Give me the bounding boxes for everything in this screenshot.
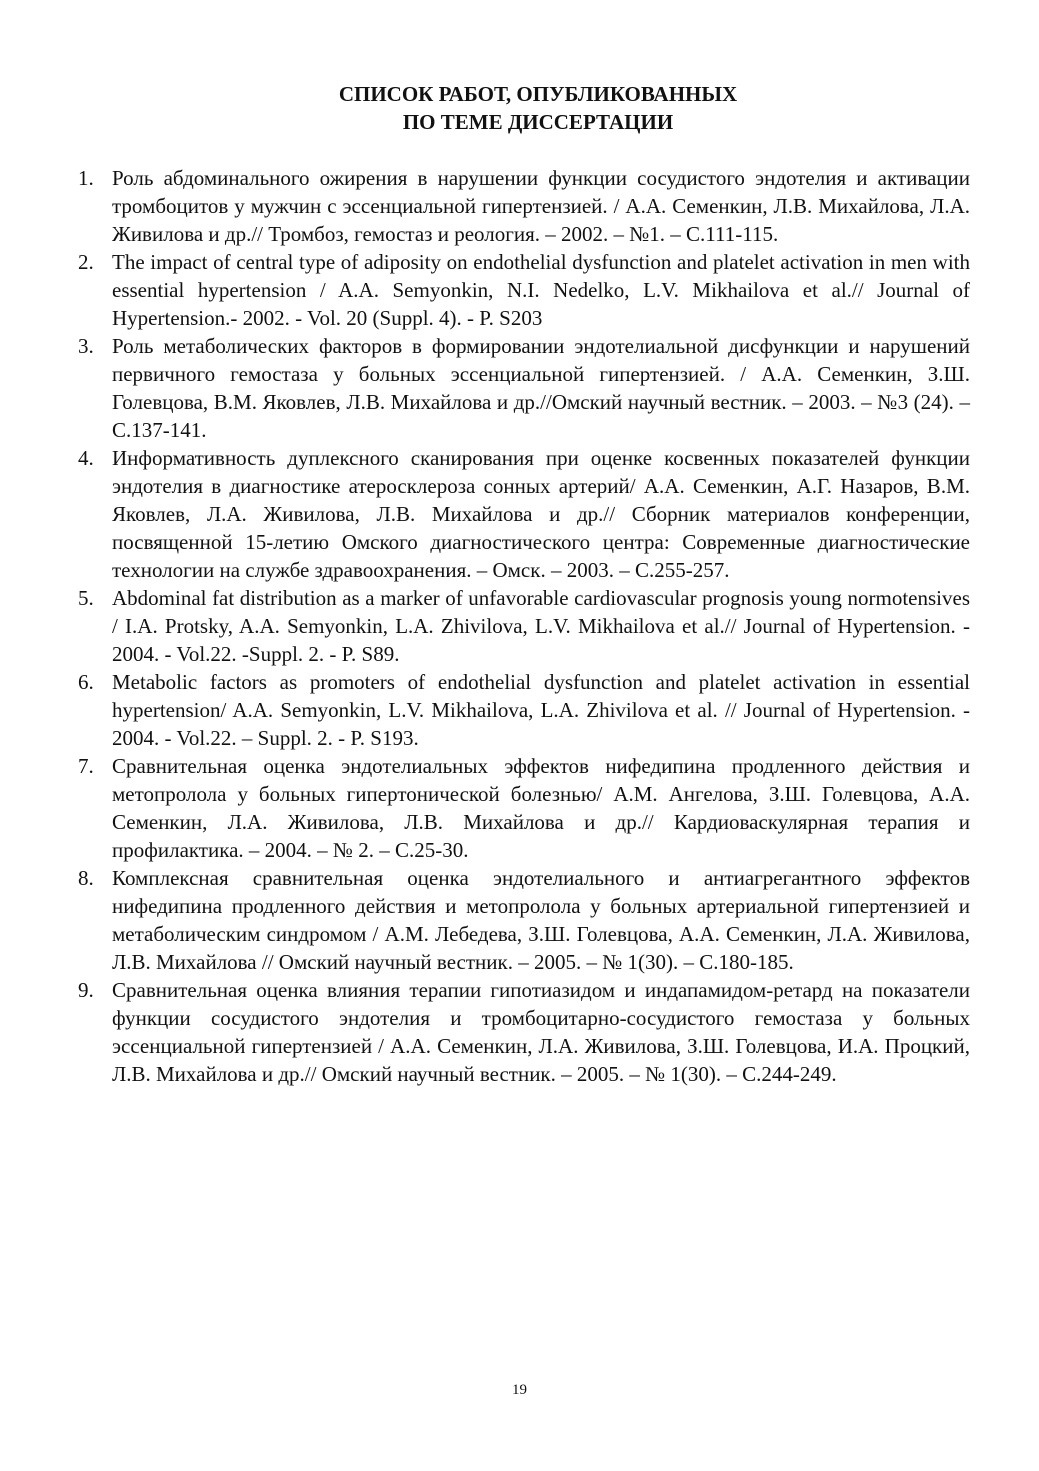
item-number: 5. <box>78 586 94 610</box>
item-number: 8. <box>78 866 94 890</box>
list-item <box>78 864 970 976</box>
title-line-1: СПИСОК РАБОТ, ОПУБЛИКОВАННЫХ <box>338 82 738 106</box>
item-number: 7. <box>78 754 94 778</box>
item-text: Комплексная сравнительная оценка эндотелиального и антиагрегантного эффектов нифедипина продленного действия и метопролола у больных артериальной гипертензией и метаболическим синдромом / А.М. Лебедева, З.Ш. Голевцова, А.А. Семенкин, Л.А. Живилова, Л.В. Михайлова // Омский научный вестник. – 2005. – № 1(30). – С.180-185. <box>112 866 970 974</box>
item-number: 6. <box>78 670 94 694</box>
item-text: Информативность дуплексного сканирования при оценке косвенных показателей функции эндотелия в диагностике атеросклероза сонных артерий/ А.А. Семенкин, А.Г. Назаров, В.М. Яковлев, Л.А. Живилова, Л.В. Михайлова и др.// Сборник материалов конференции, посвященной 15-летию Омского диагностического центра: Современные диагностические технологии на службе здравоохранения. – Омск. – 2003. – С.255-257. <box>112 446 970 582</box>
list-item <box>78 668 970 752</box>
item-text: Роль метаболических факторов в формировании эндотелиальной дисфункции и нарушений первичного гемостаза у больных эссенциальной гипертензией. / А.А. Семенкин, З.Ш. Голевцова, В.М. Яковлев, Л.В. Михайлова и др.//Омский научный вестник. – 2003. – №3 (24). – С.137-141. <box>112 334 970 442</box>
item-number: 9. <box>78 978 94 1002</box>
list-item <box>78 444 970 584</box>
item-text: Роль абдоминального ожирения в нарушении функции сосудистого эндотелия и активации тромбоцитов у мужчин с эссенциальной гипертензией. / А.А. Семенкин, Л.В. Михайлова, Л.А. Живилова и др.// Тромбоз, гемостаз и реология. – 2002. – №1. – С.111-115. <box>112 166 970 246</box>
list-item <box>78 584 970 668</box>
title-line-2: ПО ТЕМЕ ДИССЕРТАЦИИ <box>402 110 674 134</box>
list-item <box>78 164 970 248</box>
page-number: 19 <box>512 1382 527 1398</box>
item-number: 4. <box>78 446 94 470</box>
item-number: 3. <box>78 334 94 358</box>
list-item <box>78 332 970 444</box>
publication-list <box>78 164 970 1088</box>
item-number: 2. <box>78 250 94 274</box>
page-title <box>0 80 1039 136</box>
item-text: The impact of central type of adiposity on endothelial dysfunction and platelet activation in men with essential hypertension / A.A. Semyonkin, N.I. Nedelko, L.V. Mikhailova et al.// Journal of Hypertension.- 2002. - Vol. 20 (Suppl. 4). - P. S203 <box>112 250 970 330</box>
item-text: Metabolic factors as promoters of endothelial dysfunction and platelet activation in essential hypertension/ A.A. Semyonkin, L.V. Mikhailova, L.A. Zhivilova et al. // Journal of Hypertension. - 2004. - Vol.22. – Suppl. 2. - P. S193. <box>112 670 970 750</box>
list-item <box>78 976 970 1088</box>
item-text: Сравнительная оценка влияния терапии гипотиазидом и индапамидом-ретард на показатели функции сосудистого эндотелия и тромбоцитарно-сосудистого гемостаза у больных эссенциальной гипертензией / А.А. Семенкин, Л.А. Живилова, З.Ш. Голевцова, И.А. Процкий, Л.В. Михайлова и др.// Омский научный вестник. – 2005. – № 1(30). – С.244-249. <box>112 978 970 1086</box>
list-item <box>78 752 970 864</box>
item-number: 1. <box>78 166 94 190</box>
item-text: Abdominal fat distribution as a marker of unfavorable cardiovascular prognosis young normotensives / I.A. Protsky, A.A. Semyonkin, L.A. Zhivilova, L.V. Mikhailova et al.// Journal of Hypertension. - 2004. - Vol.22. -Suppl. 2. - P. S89. <box>112 586 970 666</box>
list-item <box>78 248 970 332</box>
item-text: Сравнительная оценка эндотелиальных эффектов нифедипина продленного действия и метопролола у больных гипертонической болезнью/ А.М. Ангелова, З.Ш. Голевцова, А.А. Семенкин, Л.А. Живилова, Л.В. Михайлова и др.// Кардиоваскулярная терапия и профилактика. – 2004. – № 2. – С.25-30. <box>112 754 970 862</box>
